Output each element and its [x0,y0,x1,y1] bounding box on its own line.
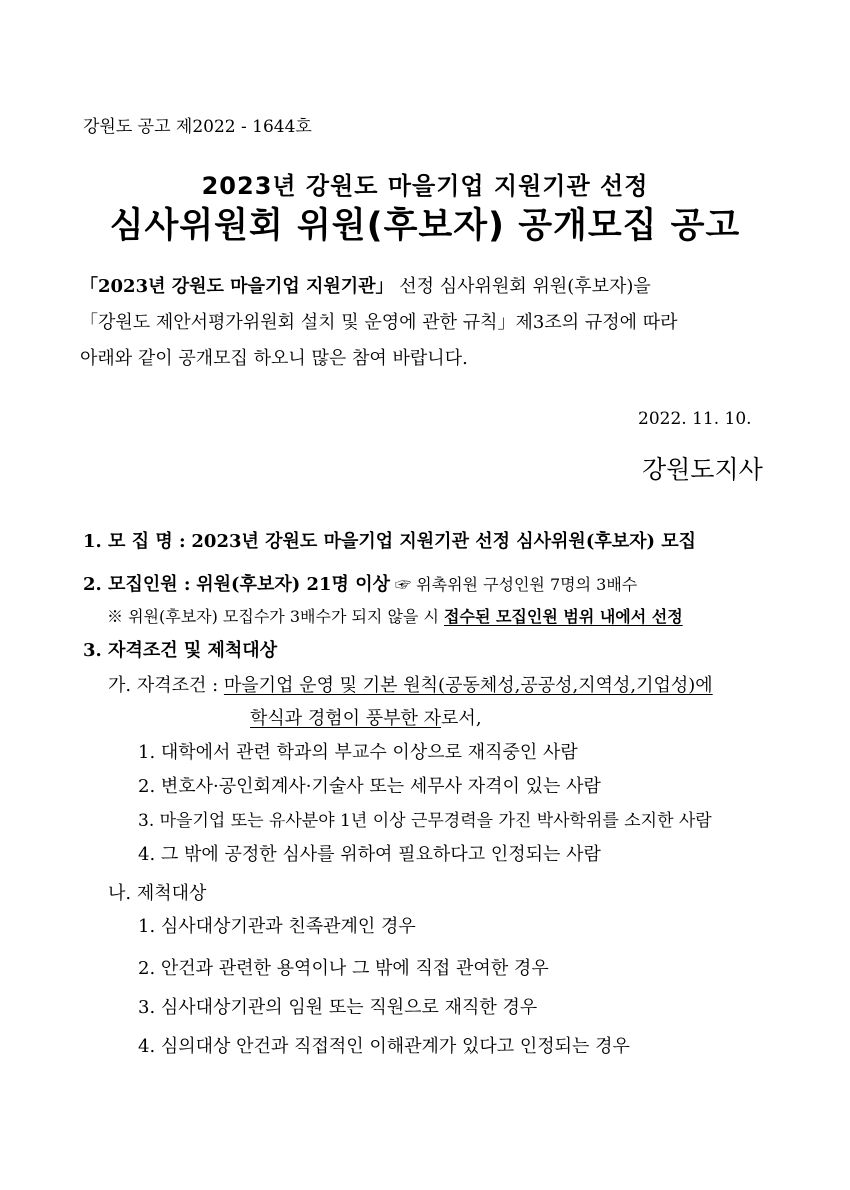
intro-line-2: 「강원도 제안서평가위원회 설치 및 운영에 관한 규칙」제3조의 규정에 따라 [80,312,678,333]
qualification-text-2 [250,704,482,730]
intro-line-1 [80,272,651,298]
exclusion-item-3: 3. 심사대상기관의 임원 또는 직원으로 재직한 경우 [138,997,538,1018]
exclusion-heading: 나. 제척대상 [108,883,207,904]
qualification-item-2: 2. 변호사·공인회계사·기술사 또는 세무사 자격이 있는 사람 [138,776,601,797]
section-2-remark [107,604,683,627]
section-1-value: 2023년 강원도 마을기업 지원기관 선정 심사위원(후보자) 모집 [191,531,697,552]
remark-emphasis: 접수된 모집인원 범위 내에서 선정 [444,607,683,626]
page-title: 심사위원회 위원(후보자) 공개모집 공고 [109,206,741,246]
intro-line-3: 아래와 같이 공개모집 하오니 많은 참여 바랍니다. [80,348,468,369]
section-2-label: 2. 모집인원 : [83,574,191,595]
exclusion-item-2: 2. 안건과 관련한 용역이나 그 밖에 직접 관여한 경우 [138,958,549,979]
intro-bold: 「2023년 강원도 마을기업 지원기관」 [80,276,394,297]
notice-date: 2022. 11. 10. [638,409,752,429]
notice-number: 강원도 공고 제2022 - 1644호 [83,117,312,137]
section-2-note: ☞ 위촉위원 구성인원 7명의 3배수 [389,575,638,594]
qualification-item-3: 3. 마을기업 또는 유사분야 1년 이상 근무경력을 가진 박사학위를 소지한 사람 [138,811,712,831]
section-1 [83,527,696,553]
section-1-label: 1. 모 집 명 : [83,531,186,552]
issuing-organization: 강원도지사 [642,455,763,484]
qualification-text-1: 마을기업 운영 및 기본 원칙(공동체성,공공성,지역성,기업성)에 [223,675,713,696]
exclusion-item-1: 1. 심사대상기관과 친족관계인 경우 [138,916,416,937]
qualification-heading [108,671,713,697]
section-3-title: 3. 자격조건 및 제척대상 [83,640,278,661]
section-2-value: 위원(후보자) 21명 이상 [196,574,390,595]
qualification-item-4: 4. 그 밖에 공정한 심사를 위하여 필요하다고 인정되는 사람 [138,844,601,865]
section-2 [83,570,637,596]
qualification-rest: 로서, [441,708,482,729]
exclusion-item-4: 4. 심의대상 안건과 직접적인 이해관계가 있다고 인정되는 경우 [138,1036,630,1057]
title-line-1: 2023년 강원도 마을기업 지원기관 선정 [201,172,649,200]
qualification-label: 가. 자격조건 : [108,675,219,696]
qualification-underlined: 학식과 경험이 풍부한 자 [250,708,442,729]
intro-rest: 선정 심사위원회 위원(후보자)을 [393,276,651,297]
qualification-item-1: 1. 대학에서 관련 학과의 부교수 이상으로 재직중인 사람 [138,742,578,763]
remark-prefix: ※ 위원(후보자) 모집수가 3배수가 되지 않을 시 [107,607,445,626]
